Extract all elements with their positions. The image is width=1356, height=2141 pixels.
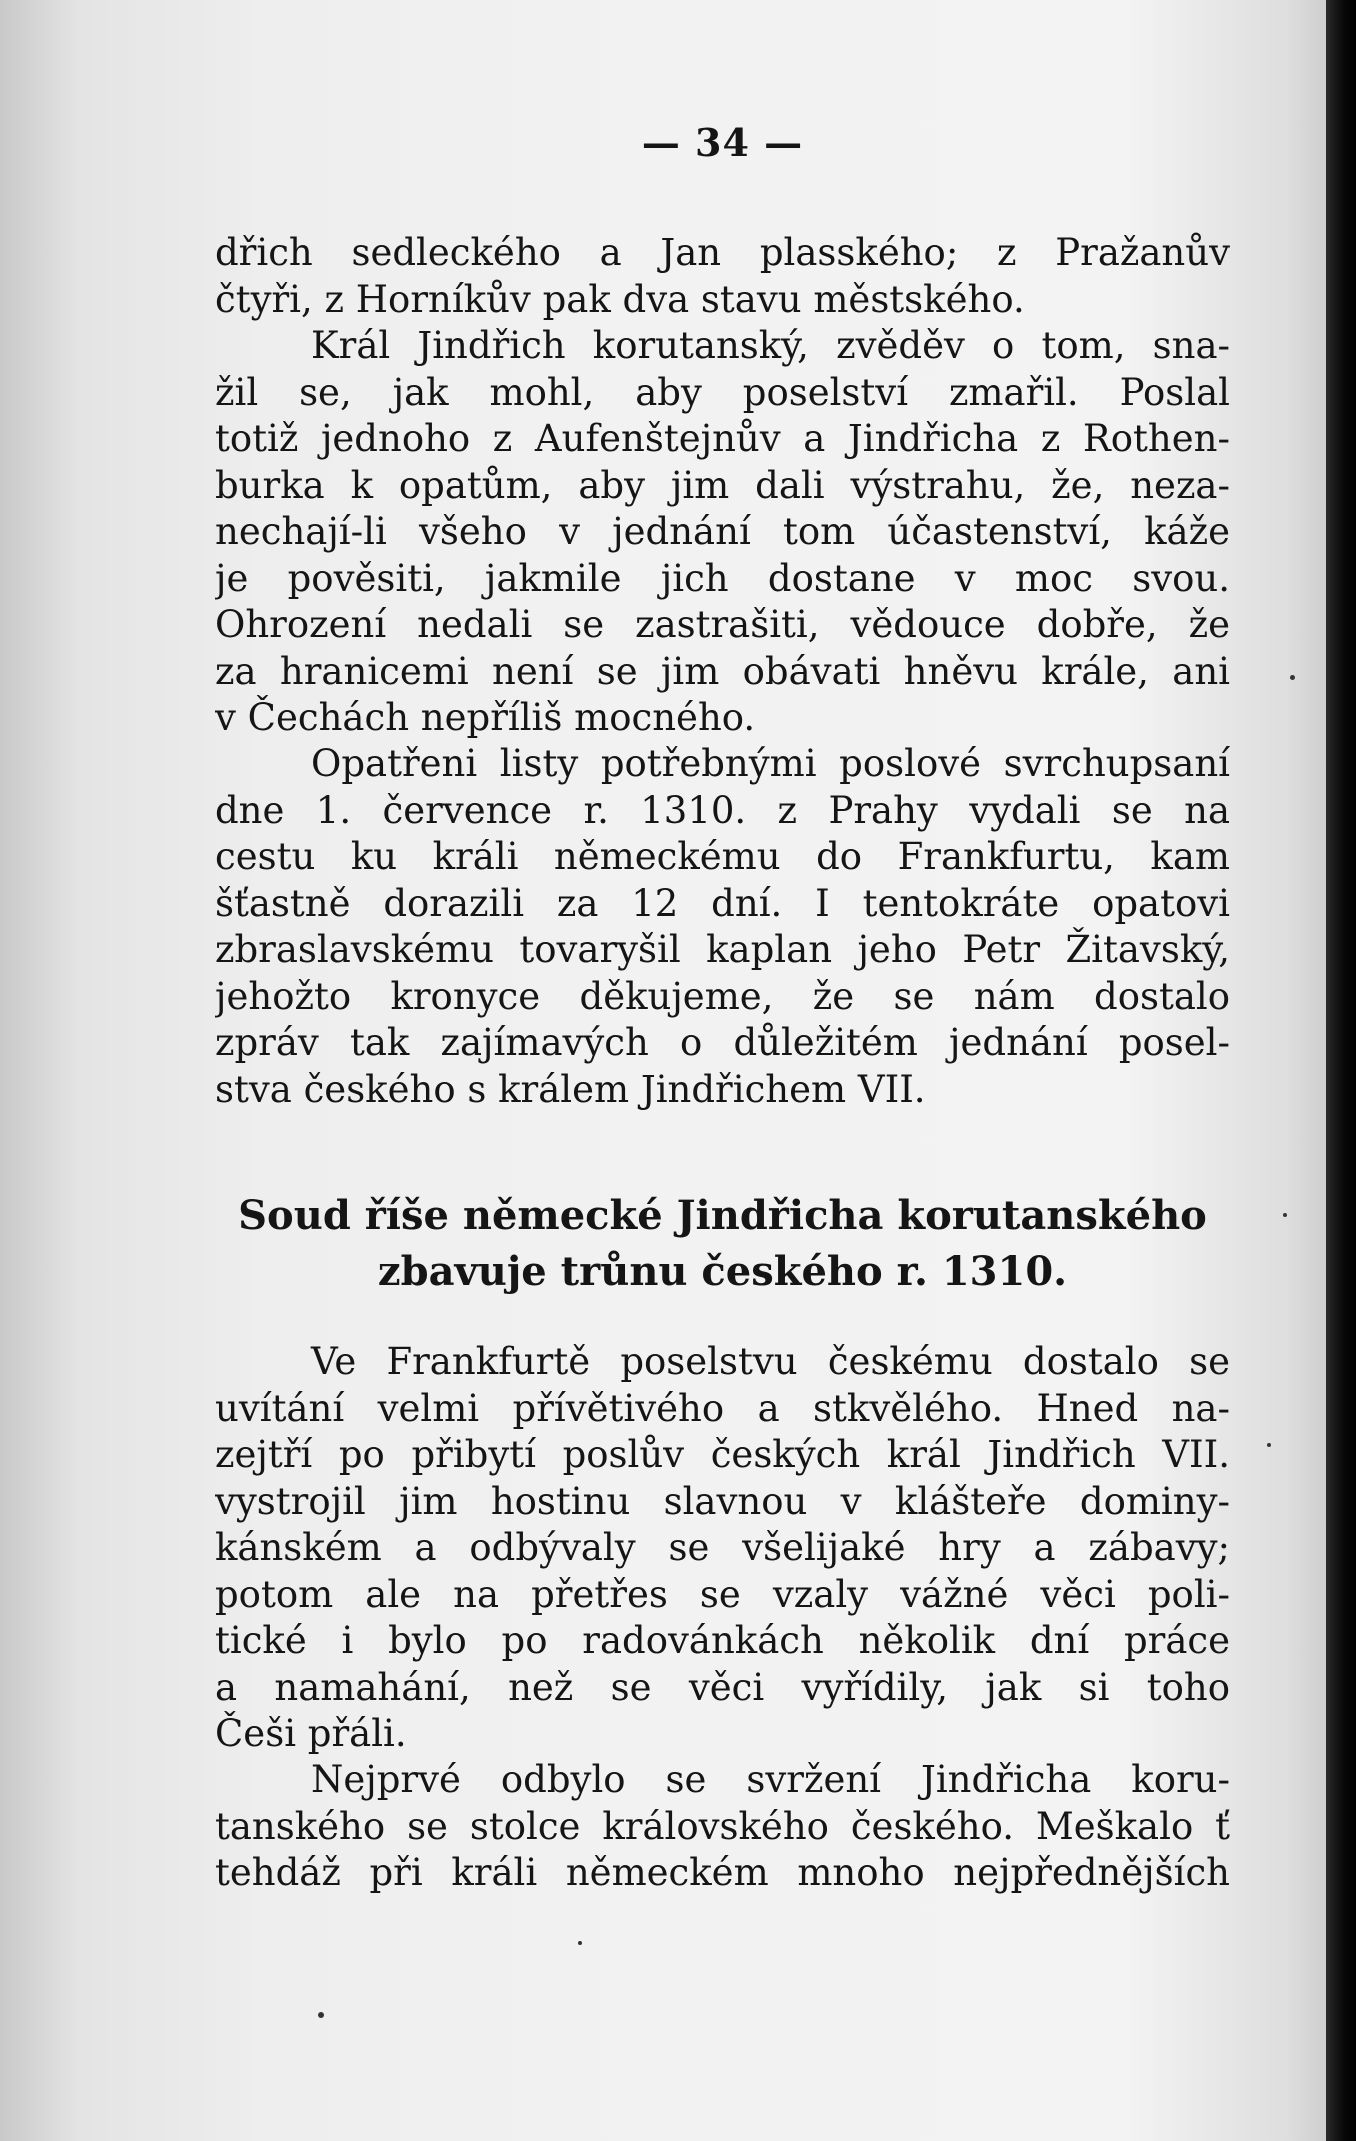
paragraph-1 <box>215 230 1230 323</box>
text-line: šťastně dorazili za 12 dní. I tentokráte opatovi <box>215 881 1230 925</box>
paragraph-4 <box>215 1339 1230 1758</box>
text-line: Král Jindřich korutanský, zvěděv o tom, sna- <box>311 324 1230 367</box>
text-line: tehdáž při králi německém mnoho nejpřednějších <box>215 1851 1230 1894</box>
heading-line: Soud říše německé Jindřicha korutanského <box>238 1192 1207 1239</box>
text-line: žil se, jak mohl, aby poselství zmařil. Poslal <box>215 370 1230 414</box>
text-line: Ve Frankfurtě poselstvu českému dostalo se <box>311 1340 1230 1383</box>
text-line: v Čechách nepříliš mocného. <box>215 696 756 739</box>
text-line: tické i bylo po radovánkách několik dní práce <box>215 1619 1230 1662</box>
text-line: totiž jednoho z Aufenštejnův a Jindřicha z Rothen- <box>215 417 1230 460</box>
text-line: uvítání velmi přívětivého a stkvělého. Hned na- <box>215 1386 1230 1430</box>
text-line: dřich sedleckého a Jan plasského; z Pražanův <box>215 231 1230 274</box>
text-line: cestu ku králi německému do Frankfurtu, kam <box>215 835 1230 878</box>
text-line: je pověsiti, jakmile jich dostane v moc svou. <box>215 556 1230 600</box>
text-line: jehožto kronyce děkujeme, že se nám dostalo <box>215 974 1230 1018</box>
text-line: nechají-li všeho v jednání tom účastenství, káže <box>215 510 1230 553</box>
text-line: čtyři, z Horníkův pak dva stavu městského. <box>215 277 1025 321</box>
text-line: zejtří po přibytí poslův českých král Jindřich VII. <box>215 1433 1230 1476</box>
ink-speck <box>1290 675 1295 680</box>
text-line: Ohrození nedali se zastrašiti, vědouce dobře, že <box>215 603 1230 646</box>
text-line: kánském a odbývaly se všelijaké hry a zábavy; <box>215 1526 1230 1569</box>
text-line: Nejprvé odbylo se svržení Jindřicha koru- <box>311 1758 1230 1801</box>
text-line: zpráv tak zajímavých o důležitém jednání posel- <box>215 1021 1230 1064</box>
text-line: vystrojil jim hostinu slavnou v klášteře dominy- <box>215 1479 1230 1523</box>
text-line: Češi přáli. <box>215 1712 407 1755</box>
paragraph-2 <box>215 323 1230 742</box>
scan-border-shadow <box>1326 0 1356 2141</box>
ink-speck <box>578 1941 582 1945</box>
text-line: potom ale na přetřes se vzaly vážné věci poli- <box>215 1572 1230 1616</box>
paragraph-5 <box>215 1757 1230 1897</box>
paragraph-3 <box>215 741 1230 1113</box>
ink-speck <box>1283 1213 1287 1217</box>
ink-speck <box>1267 1443 1271 1447</box>
text-line: tanského se stolce královského českého. Meškalo ť <box>215 1804 1230 1848</box>
text-line: a namahání, než se věci vyřídily, jak si toho <box>215 1665 1230 1709</box>
ink-speck <box>318 2012 324 2018</box>
section-heading <box>215 1188 1230 1300</box>
text-line: Opatřeni listy potřebnými poslové svrchupsaní <box>311 742 1230 785</box>
text-line: stva českého s králem Jindřichem VII. <box>215 1067 926 1111</box>
text-line: dne 1. července r. 1310. z Prahy vydali se na <box>215 788 1230 832</box>
page-number: — 34 — <box>641 120 804 165</box>
heading-line: zbavuje trůnu českého r. 1310. <box>377 1248 1068 1295</box>
text-line: za hranicemi není se jim obávati hněvu krále, ani <box>215 649 1230 693</box>
text-line: zbraslavskému tovaryšil kaplan jeho Petr Žitavský, <box>215 928 1230 971</box>
text-line: burka k opatům, aby jim dali výstrahu, že, neza- <box>215 463 1230 507</box>
